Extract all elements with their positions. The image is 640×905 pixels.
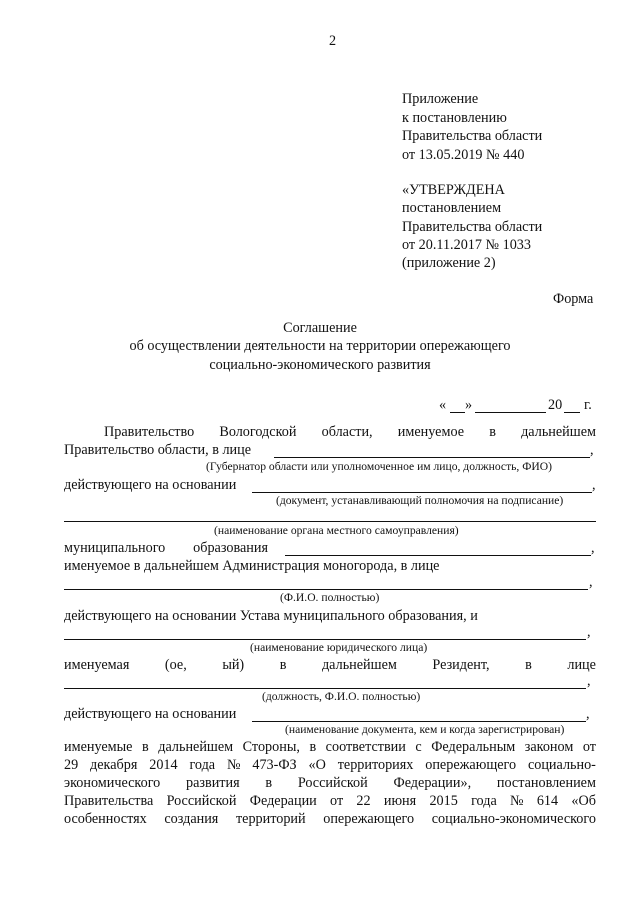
word: с (415, 739, 422, 755)
comma: , (586, 706, 590, 722)
page-number: 2 (329, 33, 337, 49)
word: территориях (337, 757, 414, 773)
final-line-4 (64, 793, 596, 810)
word: года (471, 793, 497, 809)
date-open-quote: « (439, 397, 447, 413)
word: 29 (64, 757, 79, 773)
word: ый) (222, 657, 245, 673)
word: Российской (166, 793, 237, 809)
word: именуемая (64, 657, 130, 673)
word: в (525, 657, 532, 673)
word: особенностях (64, 811, 147, 827)
resident-representative-field[interactable] (64, 688, 586, 689)
word: в (489, 424, 496, 440)
comma: , (589, 574, 593, 590)
word: соответствии (325, 739, 406, 755)
month-blank (475, 412, 546, 413)
authority-document-field[interactable] (252, 492, 592, 493)
final-line-2 (64, 757, 596, 774)
comma: , (590, 442, 594, 458)
word: области, (321, 424, 373, 440)
word: Вологодской (219, 424, 297, 440)
word: Стороны, (242, 739, 300, 755)
municipal-line-2: именуемое в дальнейшем Администрация моногорода, в лице (64, 558, 440, 574)
approved-line-1: «УТВЕРЖДЕНА (402, 182, 505, 198)
title-line-1: Соглашение (283, 320, 357, 336)
word: года (189, 757, 216, 773)
word: территорий (235, 811, 306, 827)
para1-line-3: действующего на основании (64, 477, 237, 493)
word: Федеральным (431, 739, 516, 755)
final-line-3 (64, 775, 596, 792)
comma: , (587, 673, 591, 689)
word: Российской (297, 775, 368, 791)
approved-line-2: постановлением (402, 200, 502, 216)
word: 614 (536, 793, 559, 809)
word: «Об (571, 793, 596, 809)
para1-line-1 (104, 424, 596, 441)
word: июня (383, 793, 417, 809)
word: дальнейшем (521, 424, 596, 440)
caption-authority-document: (документ, устанавливающий полномочия на подписание) (276, 494, 564, 507)
word: Правительство (104, 424, 195, 440)
title-line-3: социально-экономического развития (209, 357, 431, 373)
year-suffix: г. (584, 397, 592, 413)
word: дальнейшем (321, 657, 397, 673)
word: 2014 (149, 757, 178, 773)
final-line-5 (64, 811, 596, 828)
para1-line-2: Правительство области, в лице (64, 442, 252, 458)
word: 22 (356, 793, 371, 809)
administration-head-field[interactable] (64, 589, 588, 590)
word: опережающего (323, 811, 415, 827)
word: развития (186, 775, 240, 791)
resident-basis-field[interactable] (252, 721, 586, 722)
word: лице (567, 657, 596, 673)
appendix-line-2: к постановлению (402, 110, 507, 126)
comma: , (591, 540, 595, 556)
word: (ое, (164, 657, 187, 673)
appendix-line-4: от 13.05.2019 № 440 (402, 147, 525, 163)
municipal-formation-field[interactable] (285, 555, 591, 556)
word: в (142, 739, 149, 755)
year-prefix: 20 (548, 397, 563, 413)
word: № (510, 793, 524, 809)
word: 2015 (429, 793, 458, 809)
word: в (279, 657, 287, 673)
caption-municipal-body: (наименование органа местного самоуправления) (214, 524, 459, 537)
word: Правительства (64, 793, 154, 809)
municipal-line-3: действующего на основании Устава муниципального образования, и (64, 608, 478, 624)
word: от (582, 739, 596, 755)
word: экономического (64, 775, 161, 791)
date-close-quote: » (465, 397, 473, 413)
approved-line-4: от 20.11.2017 № 1033 (402, 237, 531, 253)
word: постановлением (496, 775, 596, 791)
caption-legal-entity: (наименование юридического лица) (250, 641, 428, 654)
word: опережающего (425, 757, 517, 773)
final-line-1 (64, 739, 596, 756)
caption-registration-document: (наименование документа, кем и когда зарегистрирован) (285, 723, 565, 736)
word: «О (308, 757, 326, 773)
appendix-line-3: Правительства области (402, 128, 543, 144)
word: дальнейшем (158, 739, 234, 755)
word: именуемые (64, 739, 133, 755)
word: именуемое (397, 424, 465, 440)
resident-basis-label: действующего на основании (64, 706, 237, 722)
word: Резидент, (432, 657, 490, 673)
comma: , (592, 477, 596, 493)
appendix-line-1: Приложение (402, 91, 479, 107)
word: декабря (90, 757, 138, 773)
word: законом (524, 739, 574, 755)
approved-line-5: (приложение 2) (402, 255, 496, 271)
caption-fio: (Ф.И.О. полностью) (280, 591, 380, 604)
word: от (330, 793, 344, 809)
title-line-2: об осуществлении деятельности на территории опережающего (129, 338, 511, 354)
word: муниципального (64, 540, 166, 556)
word: Федерации (249, 793, 317, 809)
approved-line-3: Правительства области (402, 219, 543, 235)
word: в (265, 775, 273, 791)
word: 473-ФЗ (252, 757, 297, 773)
municipal-label (64, 540, 268, 557)
year-blank (564, 412, 580, 413)
caption-position-fio: (должность, Ф.И.О. полностью) (262, 690, 421, 703)
caption-governor: (Губернатор области или уполномоченное им лицо, должность, ФИО) (206, 460, 552, 473)
comma: , (587, 624, 591, 640)
day-blank (450, 412, 465, 413)
resident-line-1 (64, 657, 596, 674)
legal-entity-field[interactable] (64, 639, 586, 640)
word: Федерации», (393, 775, 472, 791)
word: социально-экономического (431, 811, 596, 827)
form-label: Форма (553, 291, 594, 307)
word: образования (193, 540, 268, 556)
municipal-body-field[interactable] (64, 521, 596, 522)
word: социально- (527, 757, 596, 773)
word: № (226, 757, 241, 773)
word: создания (164, 811, 219, 827)
word: в (309, 739, 317, 755)
representative-field[interactable] (274, 457, 590, 458)
